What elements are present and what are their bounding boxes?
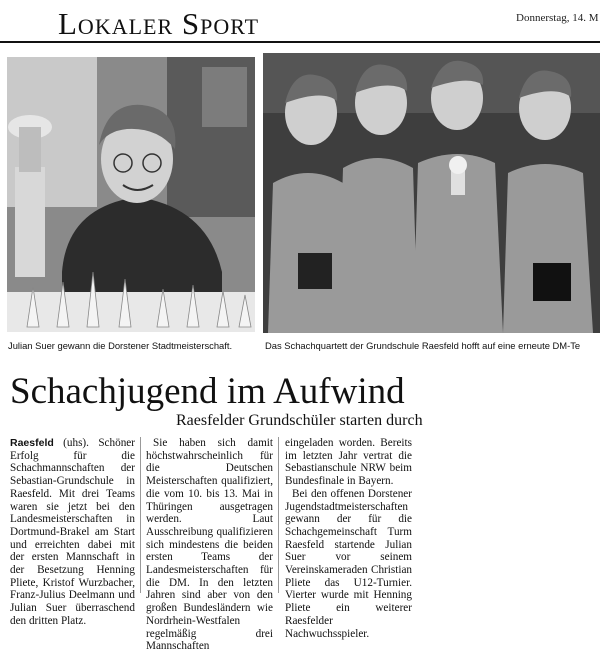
article-column-1 [10, 437, 135, 628]
photo2-caption: Das Schachquartett der Grundschule Raesfeld hofft auf eine erneute DM-Te [265, 340, 581, 351]
article-subhead: Raesfelder Grundschüler starten durch [176, 412, 423, 429]
header-rule [0, 41, 600, 43]
article-column-3 [285, 437, 412, 640]
chess-boy-illustration [7, 57, 255, 332]
column3-paragraph-1: eingeladen worden. Bereits im letzten Jahr vertrat die Sebastianschule NRW beim Bundesfinale in Bayern. [285, 437, 412, 488]
photo-julian-suer-chess [7, 57, 255, 332]
column-divider-1 [140, 437, 141, 593]
article-headline: Schachjugend im Aufwind [10, 371, 405, 412]
column2-paragraph: Sie haben sich damit höchstwahrscheinlich für die Deutschen Meisterschaften qualifiziert, die vom 10. bis 13. Mai in Thüringen ausgetragen werden. Laut Ausschreibung qualifizieren sich mindestens die beiden ersten Teams der Landesmeisterschaften für die DM. In den letzten Jahren sind aber von den großen Bundesländern wie Nordrhein-Westfalen regelmäßig drei Mannschaften [146, 437, 273, 653]
issue-dateline: Donnerstag, 14. M [516, 12, 599, 24]
column-divider-2 [278, 437, 279, 593]
photo1-caption: Julian Suer gewann die Dorstener Stadtmeisterschaft. [8, 340, 233, 351]
photo-chess-quartet [263, 53, 600, 333]
column3-paragraph-2: Bei den offenen Dorstener Jugendstadtmeisterschaften gewann der für die Schachgemeinschaft Turm Raesfeld startende Julian Suer vor seinem Vereinskameraden Christian Pliete das U12-Turnier. Vierter wurde mit Henning Pliete ein weiterer Raesfelder Nachwuchsspieler. [285, 487, 412, 640]
section-title: Lokaler Sport [58, 6, 260, 41]
column1-paragraph: (uhs). Schöner Erfolg für die Schachmannschaften der Sebastian-Grundschule in Raesfeld. Mit drei Teams waren sie jetzt bei den Landesmeisterschaften in Dortmund-Brakel am Start und erreichten dabei mit der ersten Mannschaft in der Besetzung Henning Pliete, Kristof Wurzbacher, Franz-Julius Deelmann und Julian Suer überraschend den dritten Platz. [10, 437, 135, 627]
article-dateline-place: Raesfeld [10, 437, 54, 449]
four-boys-illustration [263, 53, 600, 333]
article-column-2 [146, 437, 273, 653]
